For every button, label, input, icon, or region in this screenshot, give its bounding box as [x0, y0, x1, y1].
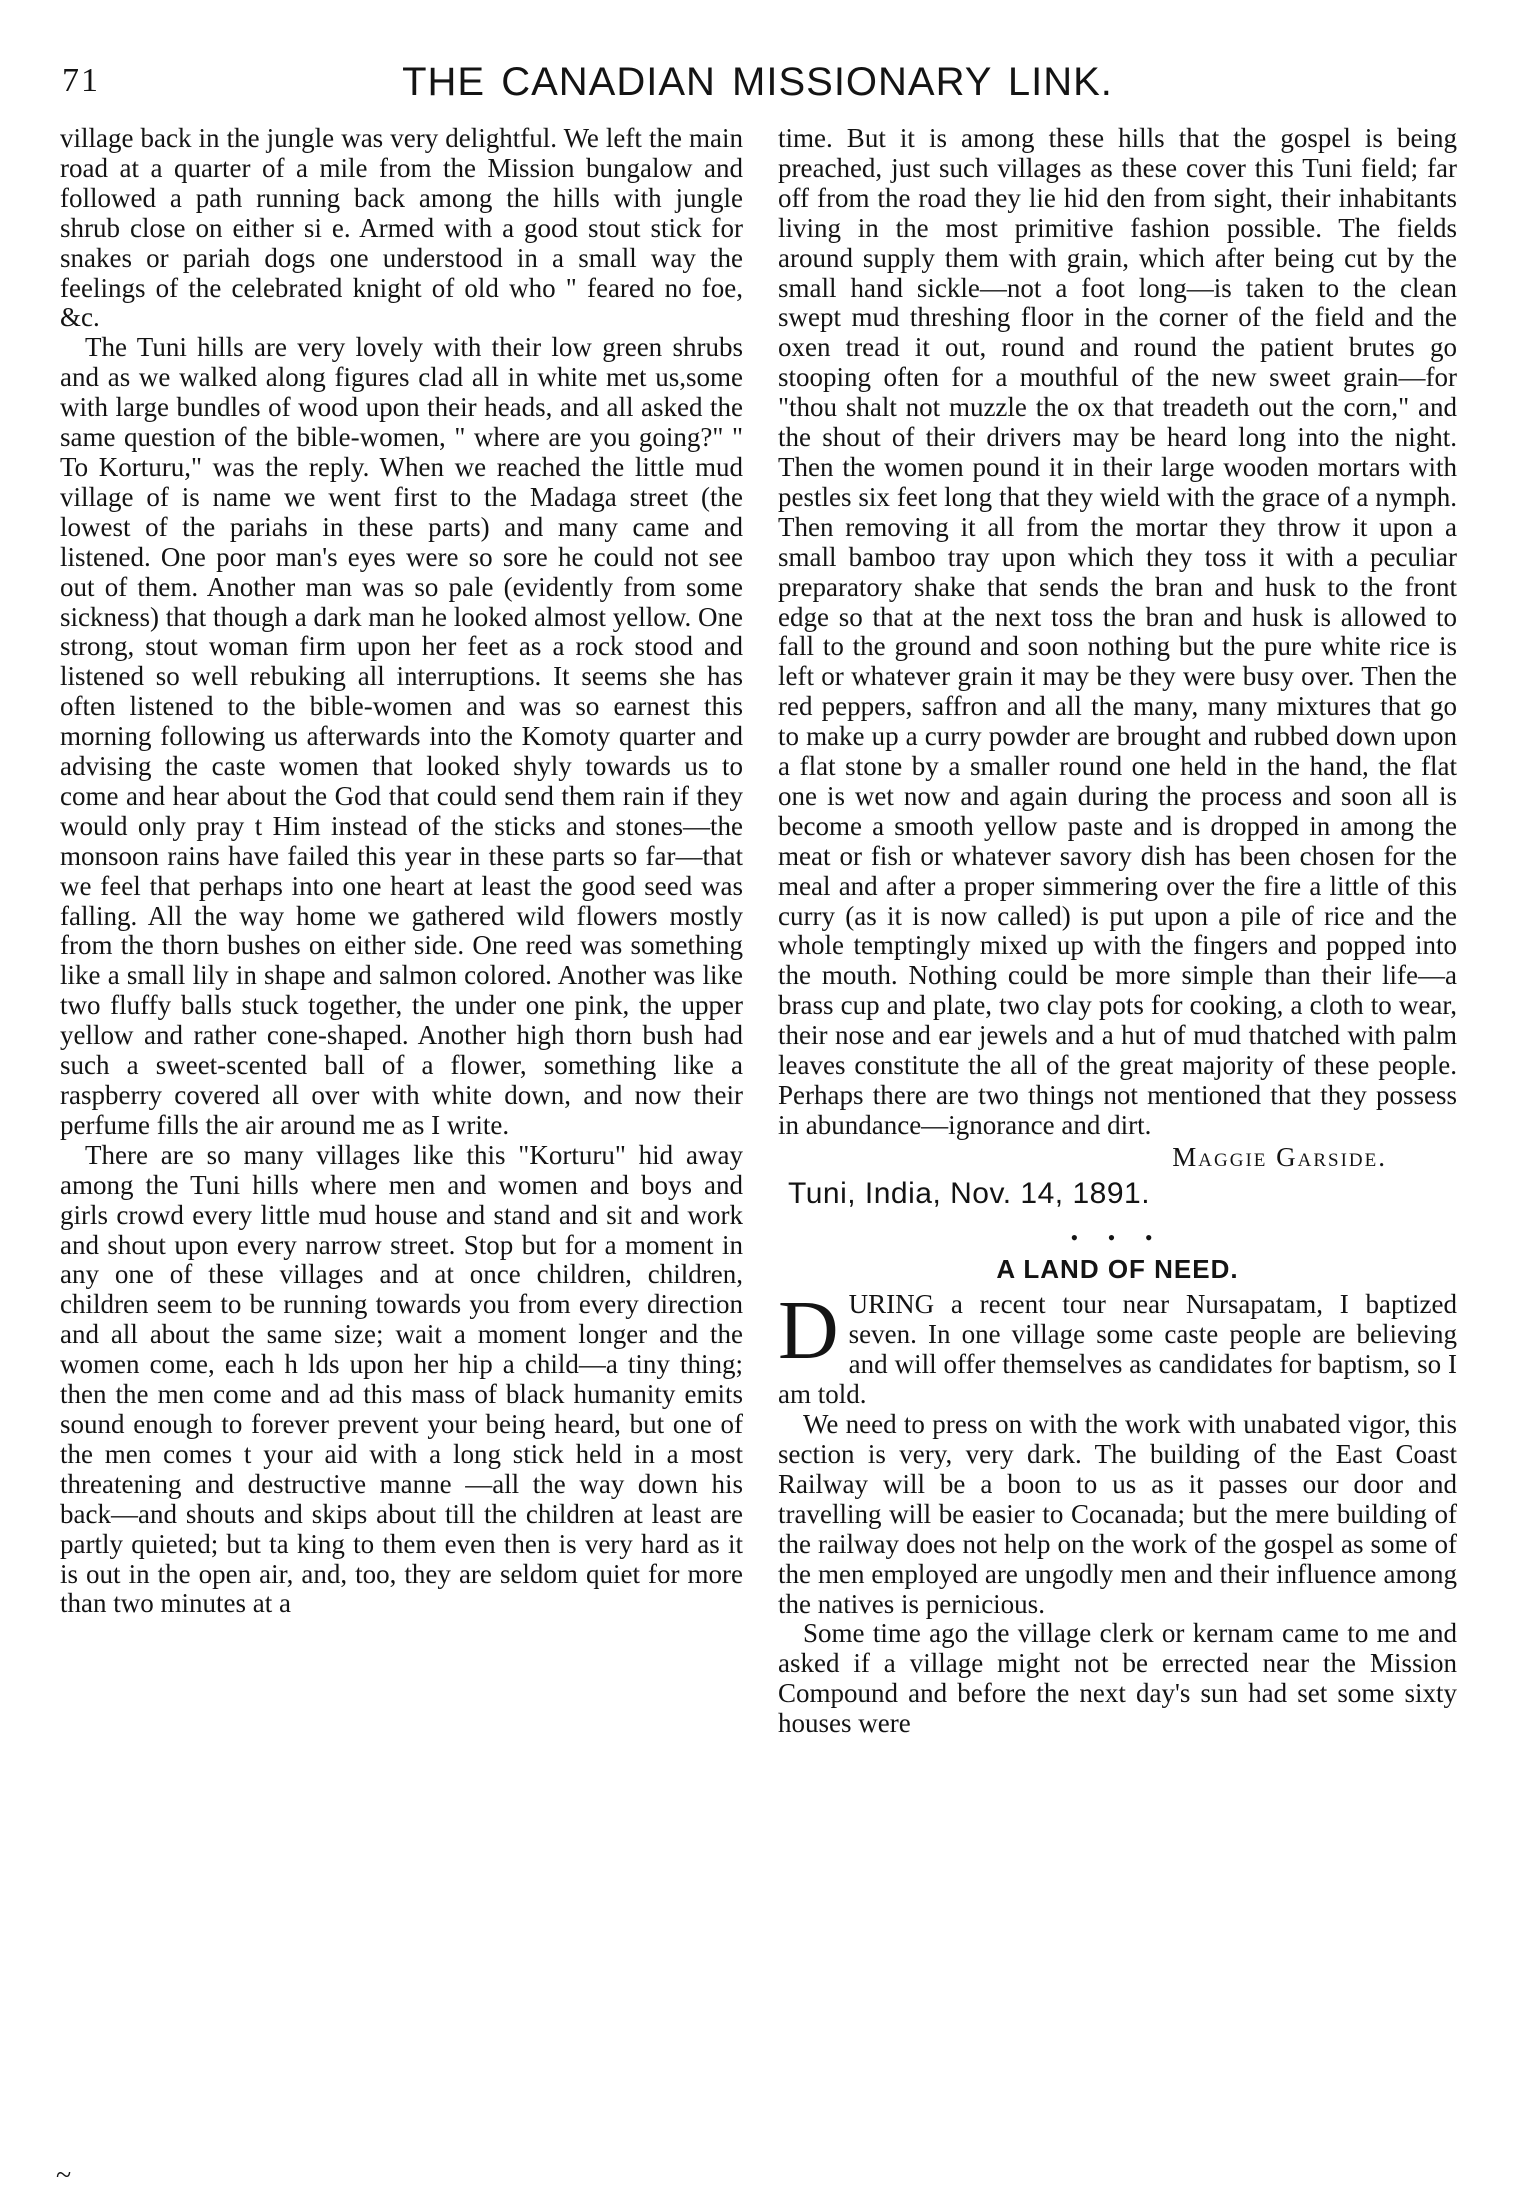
footer-mark: ~	[56, 2160, 72, 2191]
right-column	[778, 124, 1457, 1739]
paragraph: Some time ago the village clerk or kernam came to me and asked if a village might not be errected near the Mission Compound and before the next day's sun had set some sixty houses were	[778, 1618, 1457, 1739]
dateline: Tuni, India, Nov. 14, 1891.	[788, 1176, 1151, 1210]
author-signature: Maggie Garside.	[1172, 1141, 1387, 1172]
section-heading: A LAND OF NEED.	[996, 1253, 1239, 1284]
page-number: 71	[62, 62, 100, 99]
drop-cap: D	[778, 1284, 839, 1378]
section-divider: • • •	[1070, 1224, 1165, 1250]
paragraph: village back in the jungle was very delightful. We left the main road at a quarter of a mile from the Mission bungalow and followed a path running back among the hills with jungle shrub close on either si e. Armed with a good stout stick for snakes or pariah dogs one understood in a small way the feelings of the celebrated knight of old who " feared no foe, &c.	[60, 123, 743, 333]
paragraph: The Tuni hills are very lovely with their low green shrubs and as we walked along figures clad all in white met us,some with large bundles of wood upon their heads, and all asked the same question of the bible-women, " where are you going?" " To Korturu," was the reply. When we reached the little mud village of is name we went first to the Madaga street (the lowest of the pariahs in these parts) and many came and listened. One poor man's eyes were so sore he could not see out of them. Another man was so pale (evidently from some sickness) that though a dark man he looked almost yellow. One strong, stout woman firm upon her feet as a rock stood and listened so well rebuking all interruptions. It seems she has often listened to the bible-women and was so earnest this morning following us afterwards into the Komoty quarter and advising the caste women that looked shyly towards us to come and hear about the God that could send them rain if they would only pray t Him instead of the sticks and stones—the monsoon rains have failed this year in these parts so far—that we feel that perhaps into one heart at least the good seed was falling. All the way home we gathered wild flowers mostly from the thorn bushes on either side. One reed was something like a small lily in shape and salmon colored. Another was like two fluffy balls stuck together, the under one pink, the upper yellow and rather cone-shaped. Another high thorn bush had such a sweet-scented ball of a flower, something like a raspberry covered all over with white down, and now their perfume fills the air around me as I write.	[60, 332, 743, 1140]
paragraph: We need to press on with the work with unabated vigor, this section is very, very dark. The building of the East Coast Railway will be a boon to us as it passes our door and travelling will be easier to Cocanada; but the mere building of the railway does not help on the work of the gospel as some of the men employed are ungodly men and their influence among the natives is pernicious.	[778, 1409, 1457, 1619]
paragraph: There are so many villages like this "Korturu" hid away among the Tuni hills where men and women and boys and girls crowd every little mud house and stand and sit and work and shout upon every narrow street. Stop but for a moment in any one of these villages and at once children, children, children seem to be running towards you from every direction and all about the same size; wait a moment longer and the women come, each h lds upon her hip a child—a tiny thing; then the men come and ad this mass of black humanity emits sound enough to forever prevent your being heard, but one of the men comes t your aid with a long stick held in a most threatening and destructive manne —all the way down his back—and shouts and skips about till the children at least are partly quieted; but ta king to them even then is very hard as it is out in the open air, and, too, they are seldom quiet for more than two minutes at a	[60, 1139, 743, 1619]
left-column	[60, 124, 743, 1619]
paragraph: time. But it is among these hills that the gospel is being preached, just such villages as these cover this Tuni field; far off from the road they lie hid den from sight, their inhabitants living in the most primitive fashion possible. The fields around supply them with grain, which after being cut by the small hand sickle—not a foot long—is taken to the clean swept mud threshing floor in the corner of the field and the oxen tread it out, round and round the patient brutes go stooping often for a mouthful of the new sweet grain—for "thou shalt not muzzle the ox that treadeth out the corn," and the shout of their drivers may be heard long into the night. Then the women pound it in their large wooden mortars with pestles six feet long that they wield with the grace of a nymph. Then removing it all from the mortar they throw it upon a small bamboo tray upon which they toss it with a peculiar preparatory shake that sends the bran and husk to the front edge so that at the next toss the bran and husk is allowed to fall to the ground and soon nothing but the pure white rice is left or whatever grain it may be they were busy over. Then the red peppers, saffron and all the many, many mixtures that go to make up a curry powder are brought and rubbed down upon a flat stone by a smaller round one held in the hand, the flat one is wet now and again during the process and soon all is become a smooth yellow paste and is dropped in among the meat or fish or whatever savory dish has been chosen for the meal and after a proper simmering over the fire a little of this curry (as it is now called) is put upon a pile of rice and the whole temptingly mixed up with the fingers and popped into the mouth. Nothing could be more simple than their life—a brass cup and plate, two clay pots for cooking, a cloth to wear, their nose and ear jewels and a hut of mud thatched with palm leaves constitute the all of the great majority of these people. Perhaps there are two things not mentioned that they possess in abundance—ignorance and dirt.	[778, 123, 1457, 1140]
paragraph	[778, 1284, 1457, 1410]
paragraph-text: URING a recent tour near Nursapatam, I baptized seven. In one village some caste people are believing and will offer themselves as candidates for baptism, so I am told.	[778, 1289, 1457, 1410]
page-header	[0, 0, 1515, 120]
journal-title: THE CANADIAN MISSIONARY LINK.	[402, 60, 1113, 104]
